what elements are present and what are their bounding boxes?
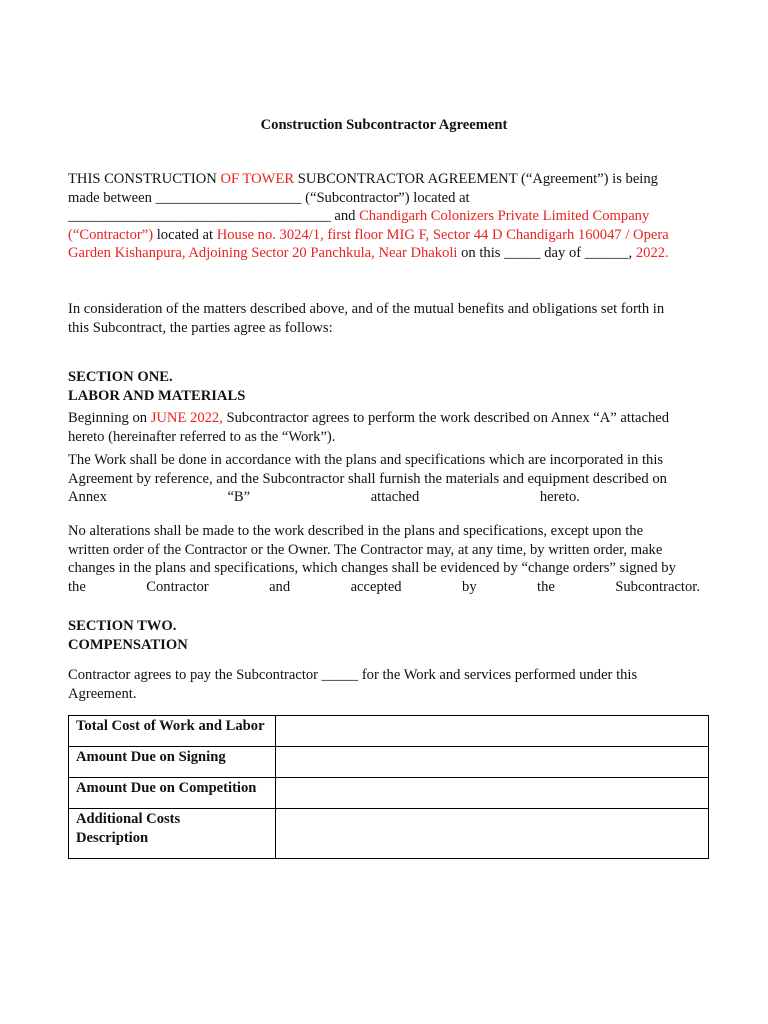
table-row <box>69 747 709 778</box>
intro-line-5 <box>68 244 700 263</box>
intro-text: THIS CONSTRUCTION <box>68 171 221 187</box>
paragraph-line: Contractor agrees to pay the Subcontractor _____ for the Work and services performed under this <box>68 667 638 683</box>
intro-line-4 <box>68 226 700 245</box>
paragraph-word: Annex <box>68 489 107 506</box>
paragraph-line: Agreement by reference, and the Subcontractor shall furnish the materials and equipment described on <box>68 470 667 487</box>
intro-text: ____________________________________ and <box>68 208 360 225</box>
highlight-text: OF TOWER <box>220 171 295 187</box>
paragraph-line: hereto (hereinafter referred to as the “Work”). <box>68 428 336 445</box>
intro-text: on this _____ day of ______, <box>457 245 636 262</box>
table-label-cell: Total Cost of Work and Labor <box>69 716 276 747</box>
paragraph-word: the <box>537 578 555 595</box>
table-value-cell[interactable] <box>276 809 709 859</box>
intro-line-2: made between ____________________ (“Subcontractor”) located at <box>68 189 470 206</box>
contractor-name: Chandigarh Colonizers Private Limited Company <box>359 208 650 225</box>
intro-text: SUBCONTRACTOR AGREEMENT (“Agreement”) is being <box>294 171 658 187</box>
paragraph-word: by <box>462 578 477 595</box>
paragraph-line: Agreement. <box>68 685 137 702</box>
paragraph-word: and <box>269 578 291 595</box>
intro-text: located at <box>153 226 217 243</box>
paragraph-line: changes in the plans and specifications, which changes shall be evidenced by “change orders” signed by <box>68 560 676 577</box>
cost-table <box>68 715 709 859</box>
paragraph-word: Subcontractor. <box>615 578 700 595</box>
section-one-paragraph-3 <box>68 522 700 596</box>
section-number: SECTION ONE. <box>68 369 173 385</box>
paragraph-text: Subcontractor agrees to perform the work described on Annex “A” attached <box>222 410 670 426</box>
consideration-line: In consideration of the matters described above, and of the mutual benefits and obligations set forth in <box>68 301 665 317</box>
table-label-cell: Amount Due on Competition <box>69 778 276 809</box>
paragraph-word: the <box>68 578 86 595</box>
paragraph-line <box>68 488 700 507</box>
start-date: JUNE 2022, <box>150 410 223 426</box>
section-title: LABOR AND MATERIALS <box>68 387 246 404</box>
paragraph-text: Beginning on <box>68 410 151 426</box>
section-one-heading <box>68 368 700 405</box>
intro-line-1 <box>68 170 700 189</box>
section-two-paragraph-1 <box>68 666 700 703</box>
contractor-address: House no. 3024/1, first floor MIG F, Sector 44 D Chandigarh 160047 / Opera <box>216 226 669 243</box>
table-label-cell <box>69 809 276 859</box>
paragraph-line <box>68 409 700 428</box>
agreement-year: 2022. <box>635 245 669 262</box>
document-title: Construction Subcontractor Agreement <box>260 117 508 133</box>
table-label-line: Description <box>76 829 149 846</box>
section-title: COMPENSATION <box>68 636 188 653</box>
paragraph-line <box>68 578 700 597</box>
paragraph-word: Contractor <box>146 578 209 595</box>
paragraph-line: The Work shall be done in accordance with the plans and specifications which are incorporated in this <box>68 452 664 468</box>
table-row <box>69 716 709 747</box>
intro-line-3 <box>68 207 700 226</box>
paragraph-word: “B” <box>227 489 251 506</box>
paragraph-word: hereto. <box>539 489 580 506</box>
paragraph-line: No alterations shall be made to the work described in the plans and specifications, except upon the <box>68 523 644 539</box>
paragraph-word: attached <box>370 489 420 506</box>
section-number: SECTION TWO. <box>68 618 177 634</box>
consideration-line: this Subcontract, the parties agree as follows: <box>68 319 333 336</box>
table-value-cell[interactable] <box>276 716 709 747</box>
contractor-address: Garden Kishanpura, Adjoining Sector 20 Panchkula, Near Dhakoli <box>68 245 458 262</box>
table-label-line: Additional Costs <box>76 811 181 827</box>
paragraph-line: written order of the Contractor or the Owner. The Contractor may, at any time, by written order, make <box>68 541 663 558</box>
section-two-heading <box>68 617 700 654</box>
consideration-paragraph <box>68 300 700 337</box>
table-row <box>69 809 709 859</box>
contractor-label: (“Contractor”) <box>68 226 154 243</box>
table-row <box>69 778 709 809</box>
table-value-cell[interactable] <box>276 747 709 778</box>
table-value-cell[interactable] <box>276 778 709 809</box>
section-one-paragraph-1 <box>68 409 700 446</box>
intro-paragraph <box>68 170 700 263</box>
section-one-paragraph-2 <box>68 451 700 507</box>
paragraph-word: accepted <box>350 578 402 595</box>
table-label-cell: Amount Due on Signing <box>69 747 276 778</box>
